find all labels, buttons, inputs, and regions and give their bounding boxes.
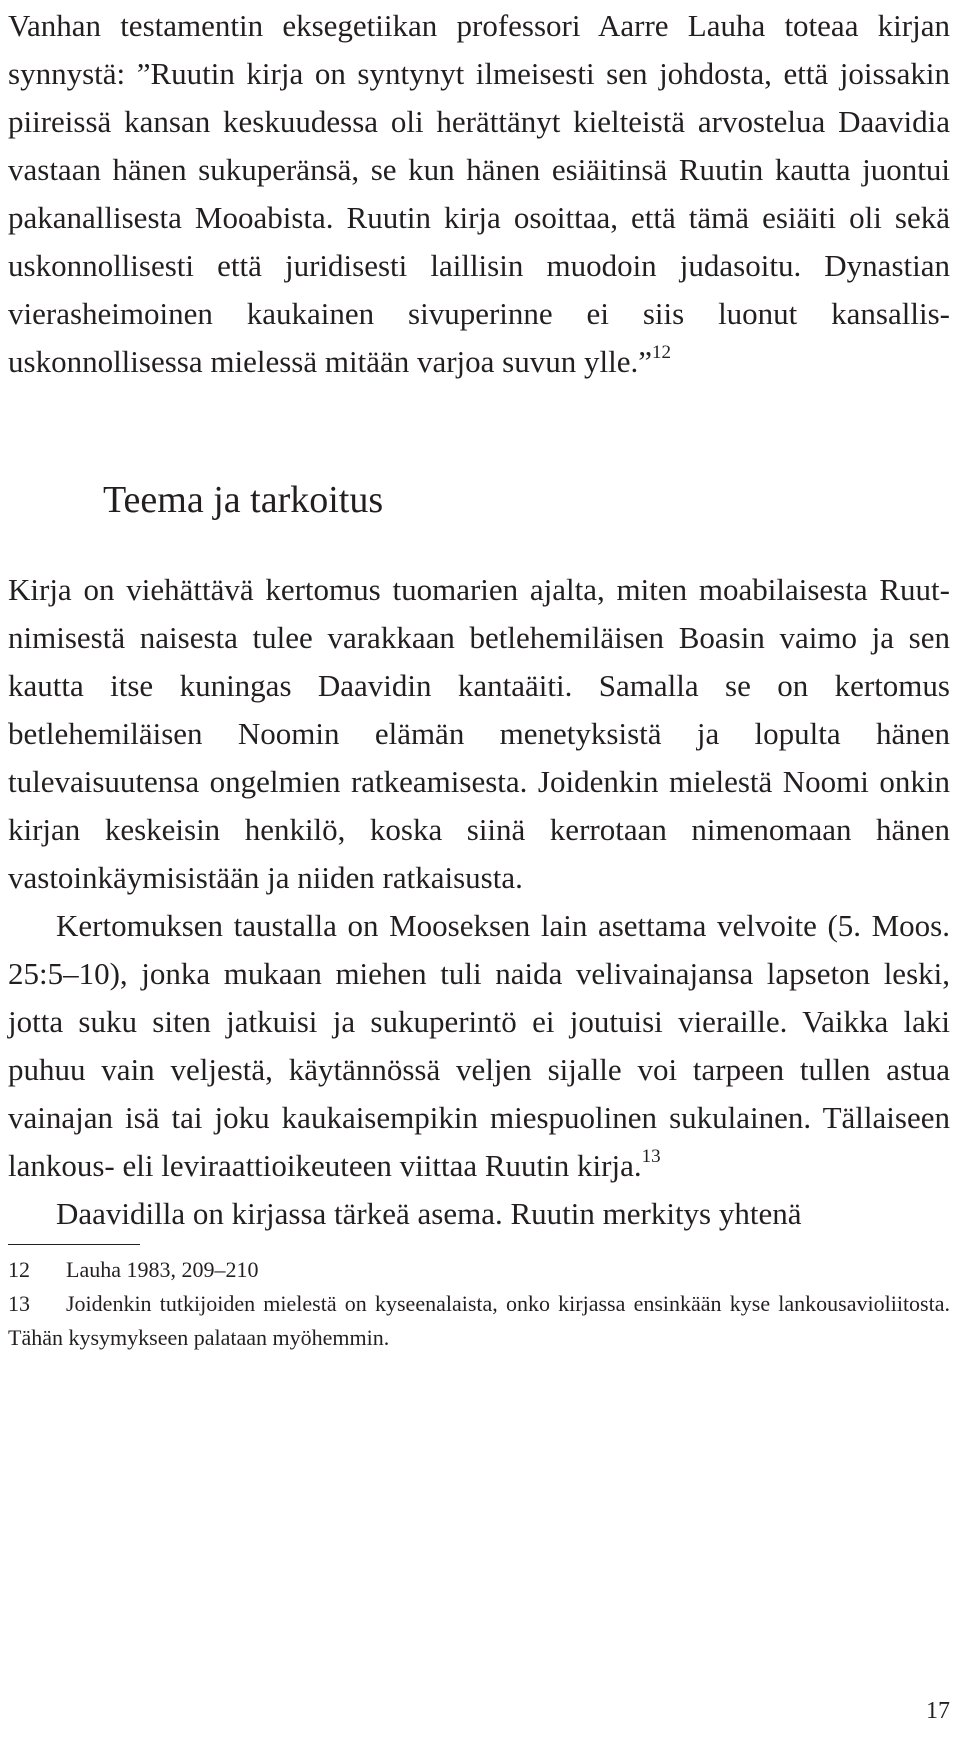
intro-paragraph: [8, 2, 950, 386]
section-heading: Teema ja tarkoitus: [103, 479, 384, 521]
footnote-text: Lauha 1983, 209–210: [66, 1257, 259, 1282]
section-paragraph-1: Kirja on viehättävä kertomus tuomarien ajalta, miten moabilaisesta Ruut-nimisestä naisesta tulee varakkaan betlehemiläisen Boasin vaimo ja sen kautta itse kuningas Daavidin kantaäiti. Samalla se on kertomus betlehemiläisen Noomin elämän menetyksistä ja lopulta hänen tulevaisuutensa ongelmien ratkeamisesta. Joidenkin mielestä Noomi onkin kirjan keskeisin henkilö, koska siinä kerrotaan nimenomaan hänen vastoinkäymisistään ja niiden ratkaisusta.: [8, 572, 950, 895]
section-paragraph-3: Daavidilla on kirjassa tärkeä asema. Ruutin merkitys yhtenä: [56, 1196, 802, 1231]
footnote-ref-12[interactable]: 12: [651, 342, 671, 363]
footnotes: [8, 1253, 950, 1355]
page-number: 17: [926, 1698, 950, 1724]
section-body: [8, 566, 950, 1238]
footnote-text: Joidenkin tutkijoiden mielestä on kyseenalaista, onko kirjassa ensinkään kyse lankousavioliitosta. Tähän kysymykseen palataan myöhemmin.: [8, 1291, 950, 1350]
footnote-number: 13: [8, 1291, 30, 1316]
page-content: [8, 0, 950, 1355]
section-paragraph-2: [8, 902, 950, 1190]
intro-text: Vanhan testamentin eksegetiikan professori Aarre Lauha toteaa kirjan synnystä: ”Ruutin kirja on syntynyt ilmeisesti sen johdosta, että joissakin piireissä kansan keskuudessa oli herättänyt kielteistä arvostelua Daavidia vastaan hänen sukuperänsä, se kun hänen esiäitinsä Ruutin kautta juontui pakanallisesta Mooabista. Ruutin kirja osoittaa, että tämä esiäiti oli sekä uskonnollisesti että juridisesti laillisin muodoin judasoitu. Dynastian vierasheimoinen kaukainen sivuperinne ei siis luonut kansallis-uskonnollisessa mielessä mitään varjoa suvun ylle.”: [8, 8, 950, 379]
footnote-13: [8, 1287, 950, 1355]
footnote-number: 12: [8, 1257, 30, 1282]
section-paragraph-2-text: Kertomuksen taustalla on Mooseksen lain asettama velvoite (5. Moos. 25:5–10), jonka mukaan miehen tuli naida velivainajansa lapseton leski, jotta suku siten jatkuisi ja sukuperintö ei joutuisi vieraille. Vaikka laki puhuu vain veljestä, käytännössä veljen sijalle voi tarpeen tullen astua vainajan isä tai joku kaukaisempikin miespuolinen sukulainen. Tällaiseen lankous- eli leviraattioikeuteen viittaa Ruutin kirja.: [8, 908, 950, 1183]
footnote-12: [8, 1253, 950, 1287]
footnote-ref-13[interactable]: 13: [641, 1146, 661, 1167]
footnote-divider: [8, 1244, 140, 1245]
